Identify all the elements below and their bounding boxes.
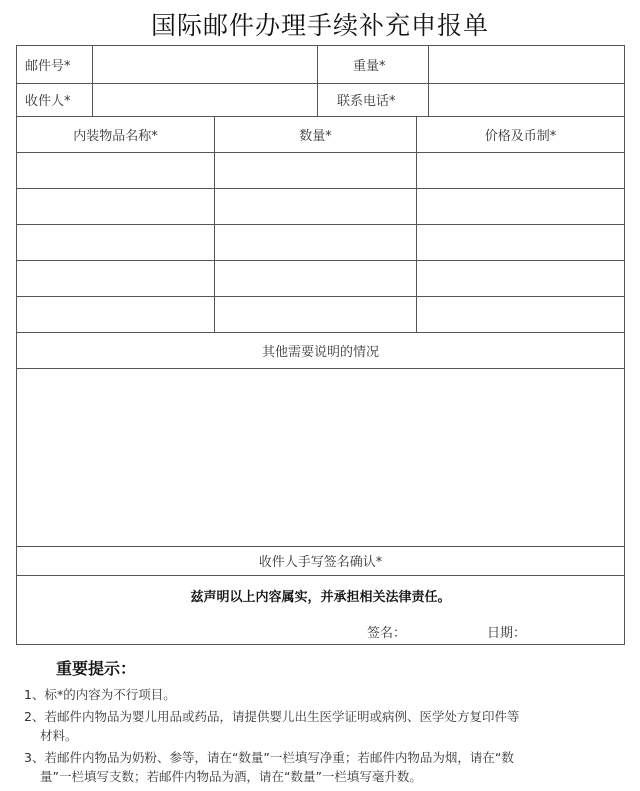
item-name-input[interactable] (18, 189, 213, 224)
price-currency-header: 价格及币制* (484, 128, 557, 144)
sign-label: 签名： (367, 625, 407, 641)
other-notes-textarea[interactable] (21, 372, 619, 542)
price-input[interactable] (417, 225, 622, 260)
signature-confirm-label: 收件人手写签名确认* (258, 555, 383, 570)
tip-line-3a: 3、若邮件内物品为奶粉、参等，请在“数量”一栏填写净重；若邮件内物品为烟，请在“数 (24, 750, 514, 765)
sign-input[interactable] (413, 620, 483, 642)
recipient-input[interactable] (93, 84, 316, 115)
form-title: 国际邮件办理手续补充申报单 (150, 11, 489, 40)
item-name-input[interactable] (18, 261, 213, 296)
quantity-input[interactable] (215, 189, 415, 224)
date-label: 日期： (487, 625, 527, 641)
declaration-form (16, 45, 625, 645)
declaration-statement: 兹声明以上内容属实，并承担相关法律责任。 (190, 590, 451, 605)
other-notes-label: 其他需要说明的情况 (261, 344, 379, 360)
divider (317, 46, 318, 116)
quantity-input[interactable] (215, 153, 415, 188)
mail-number-label: 邮件号* (25, 59, 71, 74)
price-input[interactable] (417, 189, 622, 224)
date-input[interactable] (533, 620, 619, 642)
tip-line-2a: 2、若邮件内物品为婴儿用品或药品，请提供婴儿出生医学证明或病例、医学处方复印件等 (24, 709, 520, 724)
weight-input[interactable] (429, 47, 622, 82)
tip-line-3b: 量”一栏填写支数；若邮件内物品为酒，请在“数量”一栏填写毫升数。 (40, 769, 422, 784)
recipient-label: 收件人* (25, 94, 71, 109)
quantity-input[interactable] (215, 225, 415, 260)
price-input[interactable] (417, 297, 622, 332)
quantity-input[interactable] (215, 297, 415, 332)
phone-label: 联系电话* (337, 94, 396, 109)
price-input[interactable] (417, 261, 622, 296)
mail-number-input[interactable] (93, 47, 316, 82)
item-name-input[interactable] (18, 297, 213, 332)
item-name-input[interactable] (18, 225, 213, 260)
quantity-header: 数量* (299, 128, 332, 144)
tip-line-2b: 材料。 (40, 728, 78, 743)
item-name-input[interactable] (18, 153, 213, 188)
price-input[interactable] (417, 153, 622, 188)
weight-label: 重量* (353, 59, 386, 74)
item-name-header: 内装物品名称* (73, 128, 158, 144)
quantity-input[interactable] (215, 261, 415, 296)
phone-input[interactable] (429, 84, 622, 115)
divider (17, 575, 624, 576)
divider (17, 368, 624, 369)
tip-line-1: 1、标*的内容为不行项目。 (24, 687, 176, 702)
tips-title: 重要提示： (56, 659, 137, 678)
